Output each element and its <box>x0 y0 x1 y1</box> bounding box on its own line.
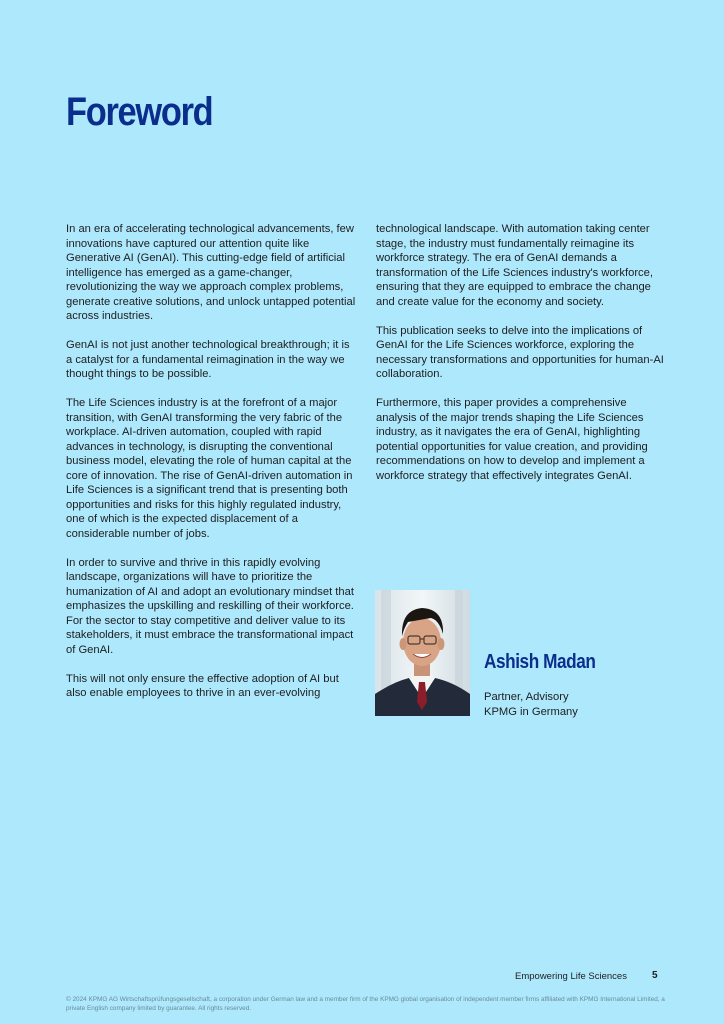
paragraph: Furthermore, this paper provides a comprehensive analysis of the major trends shaping the Life Sciences industry, as it navigates the era of GenAI, highlighting potential opportunities for value creation, and providing recommendations on how to develop and implement a workforce strategy that effectively integrates GenAI. <box>376 397 648 482</box>
paragraph: The Life Sciences industry is at the forefront of a major transition, with GenAI transforming the very fabric of the workplace. AI-driven automation, coupled with rapid advances in technology, is disrupting the conventional business model, elevating the role of human capital at the core of innovation. The rise of GenAI-driven automation in Life Sciences is a significant trend that is presenting both opportunities and risks for this highly regulated industry, one of which is the expected displacement of a considerable number of jobs. <box>66 397 353 540</box>
footer-publication-title: Empowering Life Sciences <box>515 971 627 982</box>
author-portrait-image <box>375 590 470 716</box>
paragraph: In order to survive and thrive in this rapidly evolving landscape, organizations will have to prioritize the humanization of AI and adopt an evolutionary mindset that emphasizes the upskilling and reskilling of their workforce. For the sector to stay competitive and deliver value to its stakeholders, it must embrace the transformational impact of GenAI. <box>66 556 354 656</box>
copyright-notice: © 2024 KPMG AG Wirtschaftsprüfungsgesellschaft, a corporation under German law and a member firm of the KPMG global organisation of independent member firms affiliated with KPMG International Limited, a private English company limited by guarantee. All rights reserved. <box>66 996 665 1012</box>
paragraph: This publication seeks to delve into the implications of GenAI for the Life Sciences workforce, exploring the necessary transformations and opportunities for human-AI collaboration. <box>376 324 664 380</box>
author-photo <box>375 590 470 716</box>
author-details <box>484 690 578 719</box>
author-name: Ashish Madan <box>484 651 596 673</box>
paragraph: In an era of accelerating technological advancements, few innovations have captured our attention quite like Generative AI (GenAI). This cutting-edge field of artificial intelligence has emerged as a game-changer, revolutionizing the way we approach complex problems, generate creative solutions, and unlock untapped potential across industries. <box>66 223 356 322</box>
left-column <box>66 222 358 715</box>
paragraph: technological landscape. With automation taking center stage, the industry must fundamentally reimagine its workforce strategy. The era of GenAI demands a transformation of the Life Sciences industry's workforce, ensuring that they are equipped to embrace the change and create value for the economy and society. <box>376 223 653 308</box>
page-title: Foreword <box>66 90 213 134</box>
right-column <box>376 222 666 498</box>
paragraph: This will not only ensure the effective adoption of AI but also enable employees to thrive in an ever-evolving <box>66 672 339 699</box>
paragraph: GenAI is not just another technological breakthrough; it is a catalyst for a fundamental reimagination in the way we thought things to be possible. <box>66 339 350 380</box>
author-organization: KPMG in Germany <box>484 705 578 718</box>
author-role: Partner, Advisory <box>484 691 569 703</box>
page-number: 5 <box>652 970 658 981</box>
